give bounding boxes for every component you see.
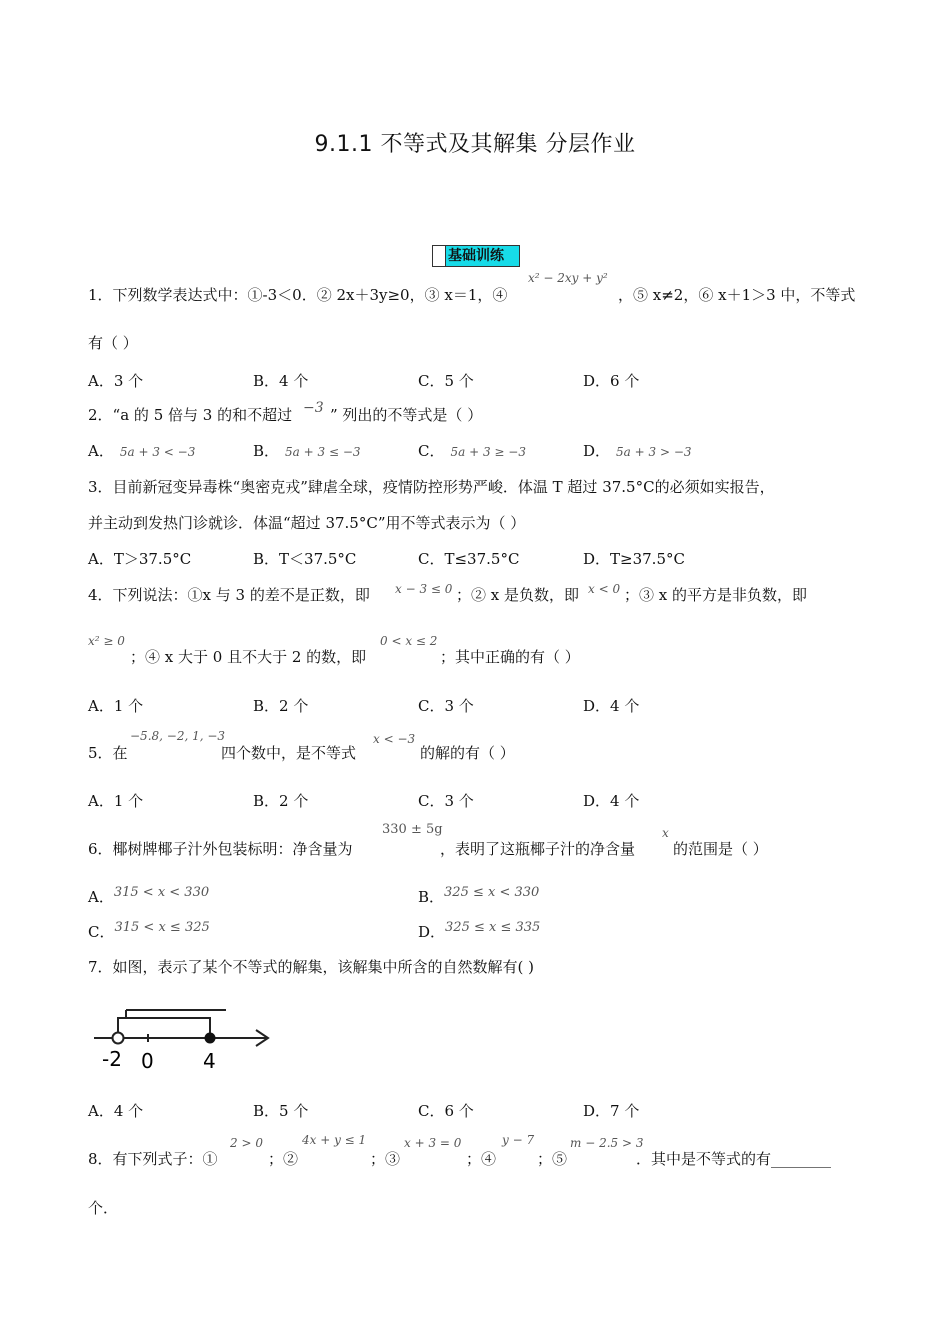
q1-option-b[interactable]: B．4 个	[253, 372, 309, 390]
question-6-t1: 6．椰树牌椰子汁外包装标明：净含量为	[88, 840, 353, 858]
solution-bracket	[118, 1018, 210, 1038]
question-8-t4: ；④	[466, 1150, 497, 1168]
label-minus-2: -2	[102, 1047, 122, 1071]
question-8-e2: 4x + y ≤ 1	[302, 1133, 367, 1147]
q4-option-c[interactable]: C．3 个	[418, 697, 474, 715]
question-8-t2: ；②	[268, 1150, 299, 1168]
q5-option-a[interactable]: A．1 个	[88, 792, 144, 810]
q2-option-a[interactable]: A． 5a + 3 < −3	[88, 442, 196, 460]
question-6-t3: 的范围是（ ）	[673, 840, 768, 858]
question-2-expr: −3	[303, 400, 324, 416]
q5-option-c[interactable]: C．3 个	[418, 792, 474, 810]
q6-option-d[interactable]: D．325 ≤ x ≤ 335	[418, 920, 541, 941]
question-4-e2: x < 0	[588, 582, 621, 596]
q7-option-d[interactable]: D．7 个	[583, 1102, 640, 1120]
question-5-t2: 四个数中，是不等式	[221, 744, 357, 762]
question-1-line1-end: ，⑤ x≠2，⑥ x＋1＞3 中，不等式	[618, 286, 856, 304]
q3-option-c[interactable]: C．T≤37.5°C	[418, 550, 520, 568]
q4-option-d[interactable]: D．4 个	[583, 697, 640, 715]
question-8-t6: ．其中是不等式的有________	[636, 1150, 832, 1168]
question-6-t2: ，表明了这瓶椰子汁的净含量	[440, 840, 636, 858]
question-1-expr: x² − 2xy + y²	[528, 271, 608, 285]
number-line-figure	[88, 992, 278, 1072]
question-4-e4: 0 < x ≤ 2	[380, 634, 438, 648]
question-5-t3: 的解的有（ ）	[420, 744, 515, 762]
q3-option-d[interactable]: D．T≥37.5°C	[583, 550, 685, 568]
label-0: 0	[141, 1049, 154, 1072]
q7-option-a[interactable]: A．4 个	[88, 1102, 144, 1120]
q5-option-d[interactable]: D．4 个	[583, 792, 640, 810]
page-title: 9.1.1 不等式及其解集 分层作业	[314, 132, 636, 157]
section-title: 基础训练	[448, 248, 504, 264]
q4-option-b[interactable]: B．2 个	[253, 697, 309, 715]
question-5-t1: 5．在	[88, 744, 128, 762]
question-8-t3: ；③	[370, 1150, 401, 1168]
question-5-e2: x < −3	[373, 732, 416, 746]
q2-option-b[interactable]: B． 5a + 3 ≤ −3	[253, 442, 361, 460]
question-4-t4: ；④ x 大于 0 且不大于 2 的数，即	[130, 648, 367, 666]
q1-option-d[interactable]: D．6 个	[583, 372, 640, 390]
question-6-e2: x	[662, 826, 669, 840]
section-marker	[432, 245, 446, 267]
question-8-e3: x + 3 = 0	[404, 1136, 462, 1150]
q6-option-b[interactable]: B．325 ≤ x < 330	[418, 885, 540, 906]
question-2-text-b: ” 列出的不等式是（ ）	[330, 406, 483, 424]
question-8-e1: 2 > 0	[230, 1136, 263, 1150]
q1-option-a[interactable]: A．3 个	[88, 372, 144, 390]
question-1-line2: 有（ ）	[88, 334, 138, 352]
q2-option-c[interactable]: C． 5a + 3 ≥ −3	[418, 442, 526, 460]
question-4-t1: 4．下列说法：①x 与 3 的差不是正数，即	[88, 586, 370, 604]
q2-option-d[interactable]: D． 5a + 3 > −3	[583, 442, 692, 460]
q6-option-c[interactable]: C．315 < x ≤ 325	[88, 920, 210, 941]
question-8-e5: m − 2.5 > 3	[570, 1136, 644, 1150]
q6-option-a[interactable]: A．315 < x < 330	[88, 885, 210, 906]
question-8-t1: 8．有下列式子：①	[88, 1150, 218, 1168]
question-2-text-a: 2．“a 的 5 倍与 3 的和不超过	[88, 406, 293, 424]
q7-option-c[interactable]: C．6 个	[418, 1102, 474, 1120]
q5-option-b[interactable]: B．2 个	[253, 792, 309, 810]
question-6-e1: 330 ± 5g	[382, 822, 443, 837]
question-3-line1: 3．目前新冠变异毒株“奥密克戎”肆虐全球，疫情防控形势严峻．体温 T 超过 37.5°C的必须如实报告，	[88, 478, 775, 496]
question-5-e1: −5.8, −2, 1, −3	[130, 729, 226, 743]
question-4-t3: ；③ x 的平方是非负数，即	[624, 586, 807, 604]
question-4-e3: x² ≥ 0	[88, 634, 125, 648]
question-4-e1: x − 3 ≤ 0	[395, 582, 453, 596]
closed-dot-4	[205, 1033, 216, 1044]
q4-option-a[interactable]: A．1 个	[88, 697, 144, 715]
question-4-t5: ；其中正确的有（ ）	[440, 648, 580, 666]
q3-option-b[interactable]: B．T＜37.5°C	[253, 550, 357, 568]
question-8-e4: y − 7	[502, 1133, 535, 1147]
label-4: 4	[203, 1049, 216, 1072]
open-dot-minus-2	[113, 1033, 124, 1044]
section-header	[432, 245, 520, 267]
question-8-t5: ；⑤	[537, 1150, 568, 1168]
question-3-line2: 并主动到发热门诊就诊．体温“超过 37.5°C”用不等式表示为（ ）	[88, 514, 526, 532]
q3-option-a[interactable]: A．T＞37.5°C	[88, 550, 192, 568]
q7-option-b[interactable]: B．5 个	[253, 1102, 309, 1120]
question-1-line1: 1．下列数学表达式中：①-3＜0．② 2x＋3y≥0，③ x＝1，④	[88, 286, 508, 304]
question-4-t2: ；② x 是负数，即	[456, 586, 579, 604]
question-7-text: 7．如图，表示了某个不等式的解集，该解集中所含的自然数解有( )	[88, 958, 535, 976]
q1-option-c[interactable]: C．5 个	[418, 372, 474, 390]
question-8-line2: 个．	[88, 1199, 119, 1217]
